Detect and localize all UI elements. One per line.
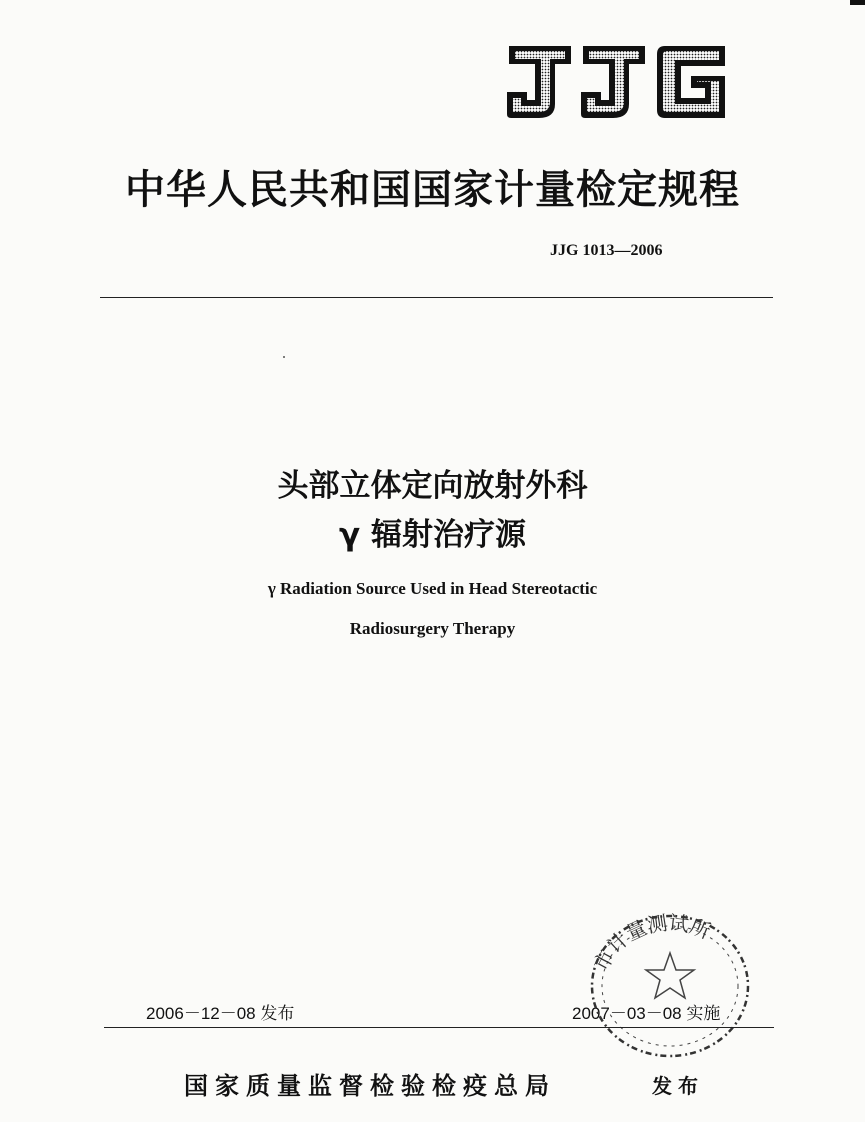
svg-text:市计量测试所: 市计量测试所 bbox=[588, 910, 714, 975]
effective-date: 2007－03－08 实施 bbox=[572, 1004, 721, 1023]
title-english-line-2: Radiosurgery Therapy bbox=[349, 619, 516, 638]
issue-date: 2006－12－08 发布 bbox=[146, 1004, 295, 1023]
title-chinese-line-1: 头部立体定向放射外科 bbox=[277, 468, 588, 504]
main-title: 中华人民共和国国家计量检定规程 bbox=[125, 166, 740, 213]
speck bbox=[283, 356, 285, 358]
title-english-line-1: γ Radiation Source Used in Head Stereotactic bbox=[267, 579, 598, 598]
jjg-logo bbox=[505, 38, 730, 124]
issuer-suffix: 发布 bbox=[652, 1074, 704, 1098]
document-code: JJG 1013—2006 bbox=[550, 242, 663, 259]
top-divider bbox=[100, 297, 773, 298]
issuer-name: 国家质量监督检验检疫总局 bbox=[184, 1071, 556, 1100]
title-chinese-line-2: γ 辐射治疗源 bbox=[339, 517, 526, 553]
bottom-divider bbox=[104, 1027, 774, 1028]
corner-mark bbox=[850, 0, 865, 5]
official-seal-stamp bbox=[570, 908, 755, 1068]
